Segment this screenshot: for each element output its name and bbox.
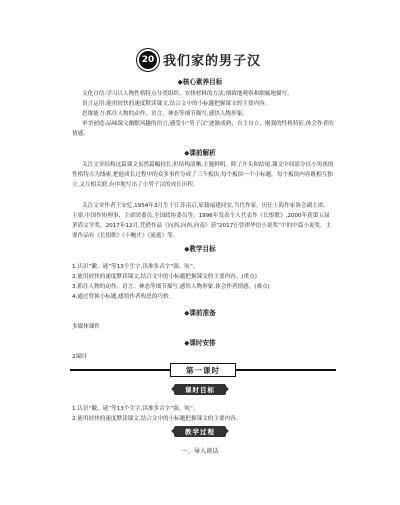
goal-item: 1.认识“徽、谜”等13个生字,读准多音字“强、吭”。 [72, 264, 199, 270]
literacy-para: 语言运用:能用较快的速度默读课文,结合文中的小标题把握课文的主要内容。 [82, 101, 271, 107]
lesson-title [0, 50, 400, 69]
first-period-title: 第一课时 [170, 363, 236, 377]
goal-item: 3.抓住人物的动作、语言、神态等细节描写,感悟人物形象,体会作者情感。(难点) [72, 284, 270, 290]
section-literacy-heading: ◆核心素养目标 [177, 78, 223, 86]
analysis-para: 关注文章作者王安忆,1954年3月生于江苏南京,原籍福建同安,当代作家。历任上海作家协会副主席、主席,中国作协理事、主席团委员,全国政协委员等。1996年发表个人代表作《长恨歌》,2000年获第五届茅盾文学奖。2017年12月,凭借作品《向西,向西,向南》获“2017汪曾祺华语小说奖”中的中篇小说奖。主要作品有《长恨歌》《小鲍庄》《流逝》等。 [72, 203, 332, 239]
goal-item: 2.能用较快的速度默读课文,结合文中的小标题把握课文的主要内容。(重点) [72, 274, 257, 280]
literacy-para: 思维能力:抓住人物的动作、语言、神态等细节描写,感悟人物形象。 [82, 111, 248, 117]
section-schedule-heading: ◆课时安排 [184, 339, 216, 347]
lesson-number-badge: 20 [139, 51, 157, 69]
goal-item: 4.通过替换小标题,感悟作者构思的巧妙。 [72, 294, 175, 300]
lesson-name: 我们家的男子汉 [162, 54, 261, 69]
prep-text: 多媒体课件 [72, 324, 100, 330]
section-goals-heading: ◆教学目标 [184, 245, 216, 253]
teaching-process-tag: 教学过程 [174, 426, 226, 437]
literacy-para: 文化自信:学习以人物性格特点分类组织、安排材料的方法;细致地观察和细腻地描写。 [82, 91, 293, 97]
period-goals-tag: 课时目标 [174, 384, 226, 395]
intro-heading: 一、导入谈话 [181, 448, 219, 455]
section-prep-heading: ◆课前准备 [184, 309, 216, 317]
period-goal-item: 2.能用较快的速度默读课文,结合文中的小标题把握课文的主要内容。 [72, 416, 242, 422]
period-goal-item: 1.认识“徽、谜”等13个生字,读准多音字“强、吭”。 [72, 406, 199, 412]
first-period-banner [70, 363, 336, 377]
section-analysis-heading: ◆课前解析 [184, 149, 216, 157]
literacy-para: 审美创造:品味课文幽默风趣的语言,感受小“男子汉”逐渐成熟、自主自立、刚强的性格特征,体会作者的情感。 [72, 121, 334, 137]
analysis-para: 关注文章结构这篇课文虽然篇幅较长,但结构清晰,主题鲜明。除了开头和结尾,课文中间部分以小男孩的性格特点为线索,把他成长过程中的众多事件分成了三个板块,每个板块一个小标题。每个板块内容既相互独立,又互相关联,有序地写出了小男子汉的成长历程。 [72, 162, 334, 188]
schedule-text: 2课时 [72, 354, 87, 360]
